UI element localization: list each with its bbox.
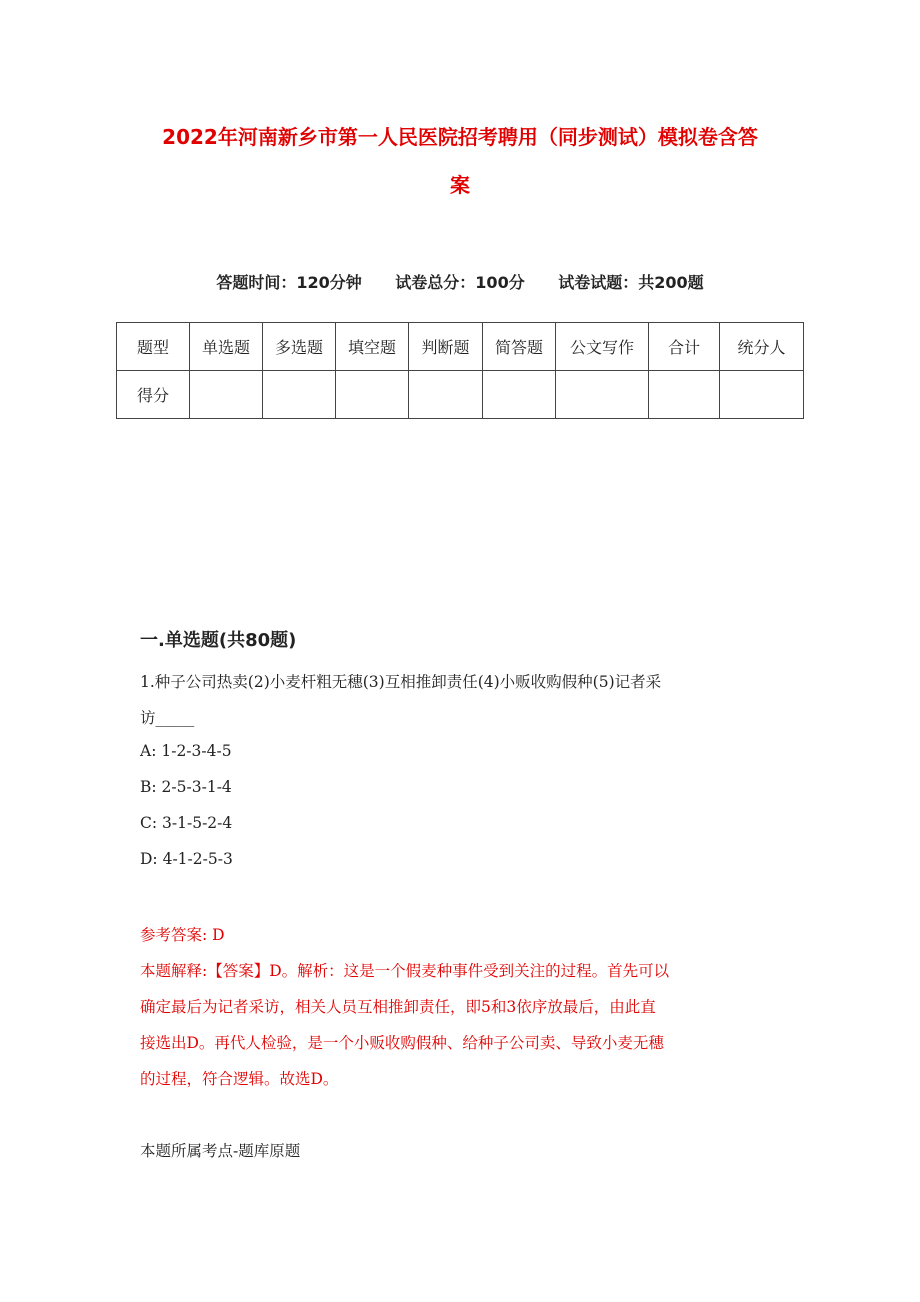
header-cell: 判断题 (409, 323, 483, 371)
explanation-line: 的过程，符合逻辑。故选D。 (140, 1070, 339, 1088)
score-table (116, 322, 804, 419)
exam-total-score: 试卷总分：100分 (395, 273, 525, 292)
topic-note: 本题所属考点-题库原题 (140, 1142, 301, 1160)
question-text-cont: 访_____ (140, 709, 195, 727)
option-b: B: 2-5-3-1-4 (140, 778, 232, 796)
option-c: C: 3-1-5-2-4 (140, 814, 233, 832)
option-a: A: 1-2-3-4-5 (140, 742, 232, 760)
score-table-header-row (117, 323, 804, 371)
exam-time: 答题时间：120分钟 (216, 273, 362, 292)
score-cell (409, 371, 483, 419)
score-cell (720, 371, 804, 419)
score-cell (336, 371, 409, 419)
header-cell: 简答题 (483, 323, 556, 371)
header-cell: 题型 (117, 323, 190, 371)
exam-question-count: 试卷试题：共200题 (558, 273, 704, 292)
header-cell: 填空题 (336, 323, 409, 371)
score-cell (190, 371, 263, 419)
explanation-line: 确定最后为记者采访，相关人员互相推卸责任，即5和3依序放最后，由此直 (140, 998, 656, 1016)
reference-answer: 参考答案: D (140, 926, 225, 944)
score-cell (483, 371, 556, 419)
section-heading: 一.单选题(共80题) (140, 630, 297, 651)
score-cell (649, 371, 720, 419)
row-label: 得分 (117, 371, 190, 419)
score-cell (556, 371, 649, 419)
header-cell: 公文写作 (556, 323, 649, 371)
score-cell (263, 371, 336, 419)
title-line-2: 案 (450, 173, 470, 197)
question-text: 1.种子公司热卖(2)小麦杆粗无穗(3)互相推卸责任(4)小贩收购假种(5)记者采 (140, 673, 662, 691)
header-cell: 多选题 (263, 323, 336, 371)
explanation-line: 接选出D。再代人检验，是一个小贩收购假种、给种子公司卖、导致小麦无穗 (140, 1034, 664, 1052)
header-cell: 统分人 (720, 323, 804, 371)
exam-info (0, 270, 920, 293)
document-title (120, 113, 800, 209)
explanation-line: 本题解释:【答案】D。解析：这是一个假麦种事件受到关注的过程。首先可以 (140, 962, 670, 980)
score-table-score-row (117, 371, 804, 419)
option-d: D: 4-1-2-5-3 (140, 850, 233, 868)
header-cell: 合计 (649, 323, 720, 371)
title-line-1: 2022年河南新乡市第一人民医院招考聘用（同步测试）模拟卷含答 (162, 125, 758, 149)
header-cell: 单选题 (190, 323, 263, 371)
